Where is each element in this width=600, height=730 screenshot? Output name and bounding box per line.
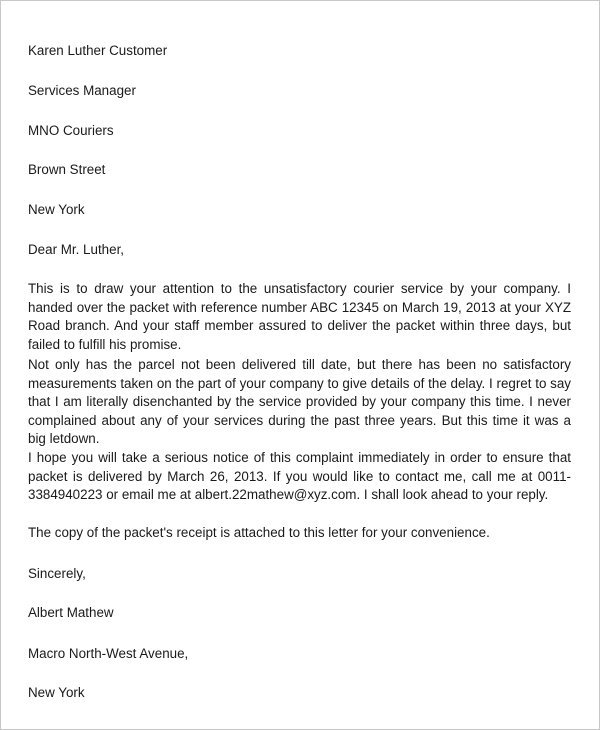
recipient-street: Brown Street <box>28 162 106 177</box>
body-paragraph-1: This is to draw your attention to the unsatisfactory courier service by your company. I handed over the packet with reference number ABC 12345 on March 19, 2013 at your XYZ Road branch. And your staff member assured to deliver the packet within three days, but failed to fulfill his promise. <box>28 281 571 352</box>
body-paragraph-2: Not only has the parcel not been delivered till date, but there has been no satisfactory measurements taken on the part of your company to give details of the delay. I regret to say that I am literally disenchanted by the service provided by your company this time. I never complained about any of your services during the past three years. But this time it was a big letdown. <box>28 357 571 446</box>
recipient-company: MNO Couriers <box>28 123 114 138</box>
salutation: Dear Mr. Luther, <box>28 242 125 257</box>
body-paragraph-4: The copy of the packet's receipt is attached to this letter for your convenience. <box>28 525 490 540</box>
body-paragraph-3: I hope you will take a serious notice of this complaint immediately in order to ensure that packet is delivered by March 26, 2013. If you would like to contact me, call me at 0011-3384940223 or email me at albert.22mathew@xyz.com. I shall look ahead to your reply. <box>28 450 571 502</box>
sender-city: New York <box>28 685 85 700</box>
closing: Sincerely, <box>28 566 86 581</box>
sender-name: Albert Mathew <box>28 605 114 620</box>
recipient-name: Karen Luther Customer <box>28 43 168 58</box>
recipient-city: New York <box>28 202 85 217</box>
recipient-title: Services Manager <box>28 83 136 98</box>
sender-address: Macro North-West Avenue, <box>28 646 189 661</box>
